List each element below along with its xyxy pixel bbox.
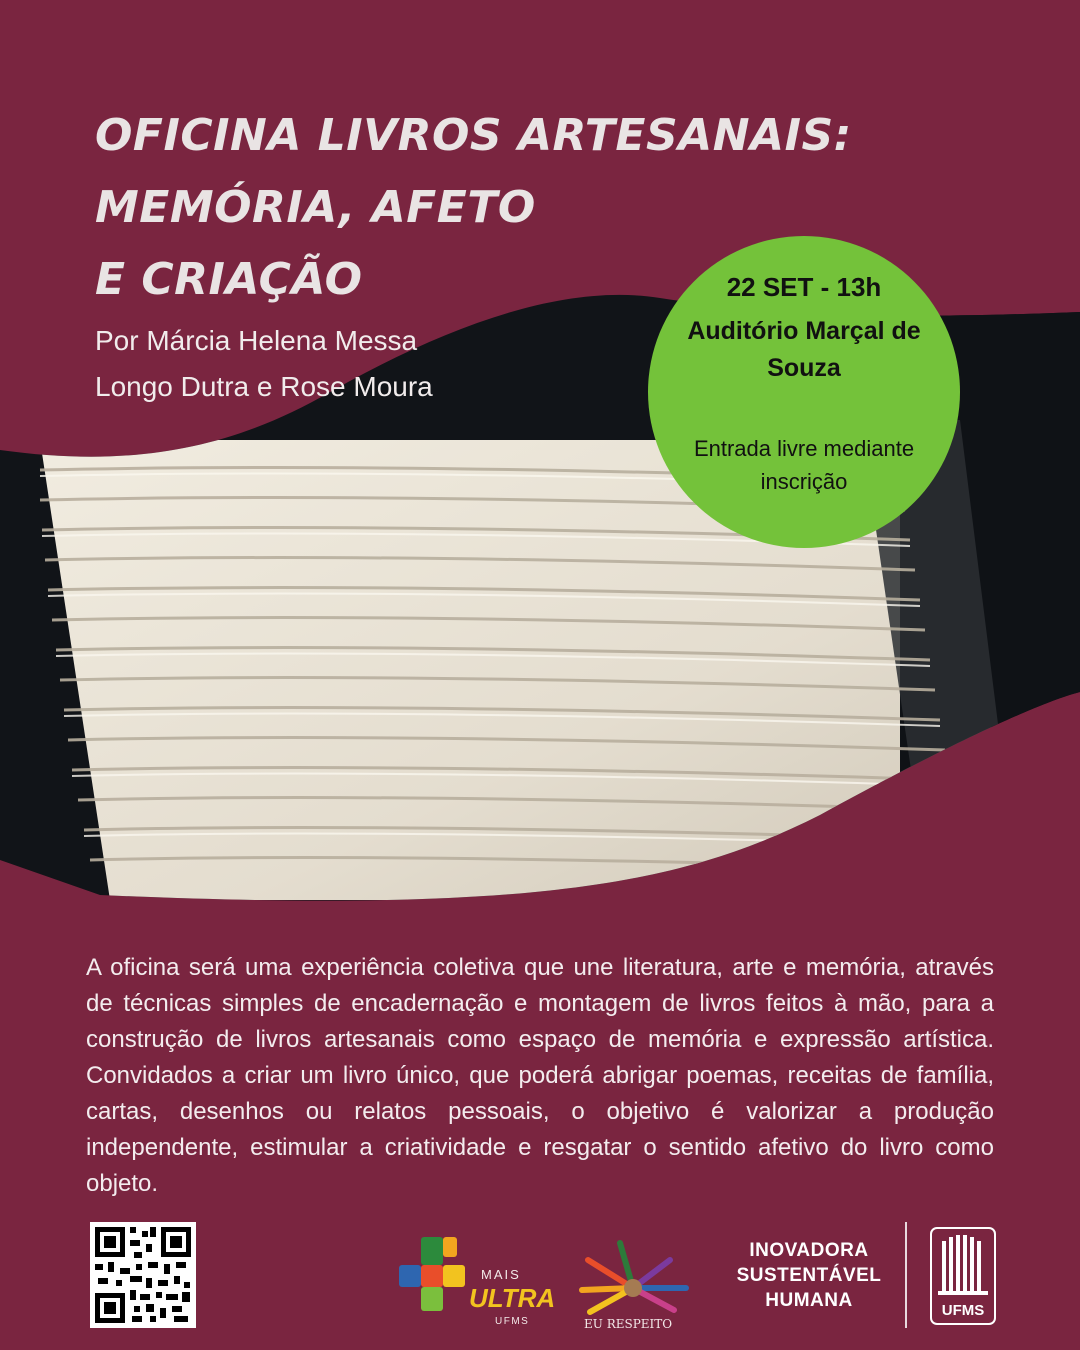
slogan-line-1: INOVADORA xyxy=(749,1240,869,1261)
mais-text: MAIS xyxy=(481,1267,521,1282)
divider xyxy=(905,1222,907,1328)
event-place: Auditório Marçal de Souza xyxy=(687,317,921,382)
event-date: 22 SET - 13h xyxy=(726,272,882,302)
authors: Por Márcia Helena Messa Longo Dutra e Rose Moura xyxy=(95,325,433,402)
slogan-line-2: SUSTENTÁVEL xyxy=(736,1265,882,1286)
event-entry: Entrada livre mediante inscrição xyxy=(693,436,915,494)
eu-respeito-logo xyxy=(578,1238,713,1333)
ufms-logo xyxy=(930,1227,996,1325)
slogan-line-3: HUMANA xyxy=(765,1290,853,1311)
title-line-1: OFICINA LIVROS ARTESANAIS: xyxy=(95,110,852,161)
event-info-circle xyxy=(648,236,960,548)
qr-code-icon[interactable] xyxy=(90,1222,196,1328)
mais-cultura-logo xyxy=(395,1235,555,1330)
ultra-text: ULTRA xyxy=(469,1283,555,1313)
ufms-text: UFMS xyxy=(941,1302,985,1319)
title-line-3: E CRIAÇÃO xyxy=(95,254,363,305)
ufms-small-text: UFMS xyxy=(495,1316,530,1327)
title-line-2: MEMÓRIA, AFETO xyxy=(95,182,536,233)
eu-respeito-text: EU RESPEITO xyxy=(584,1317,673,1331)
slogan xyxy=(728,1238,890,1313)
description: A oficina será uma experiência coletiva que une literatura, arte e memória, através de técnicas simples de encadernação e montagem de livros feitos à mão, para a construção de livros artesanais como espaço de memória e expressão artística. Convidados a criar um livro único, que poderá abrigar poemas, receitas de família, cartas, desenhos ou relatos pessoais, o objetivo é valorizar a produção independente, estimular a criatividade e resgatar o sentido afetivo do livro como objeto. xyxy=(86,954,994,1197)
